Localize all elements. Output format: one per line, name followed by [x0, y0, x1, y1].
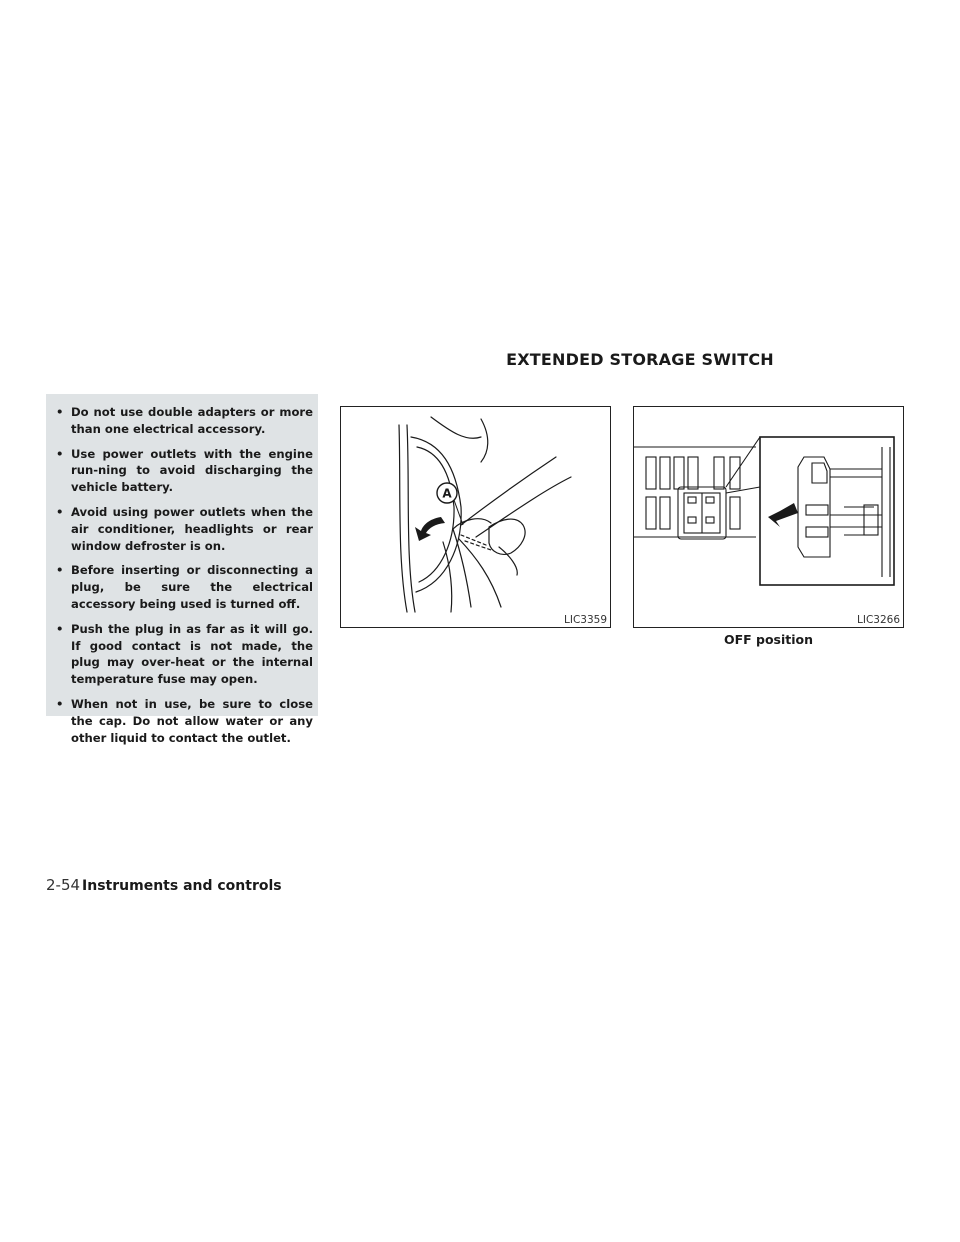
bullet-icon: • [56, 446, 64, 461]
callout-a-label: A [442, 486, 452, 501]
figure-off-position [633, 406, 904, 628]
bullet-icon: • [56, 504, 64, 519]
section-title: EXTENDED STORAGE SWITCH [506, 350, 774, 369]
figure-code: LIC3359 [564, 614, 607, 626]
off-position-illustration [634, 407, 904, 628]
caution-item [56, 404, 313, 438]
page-number: 2-54 [46, 876, 81, 894]
caution-text: Use power outlets with the engine run-ning to avoid discharging the vehicle battery. [71, 446, 313, 495]
bullet-icon: • [56, 405, 64, 419]
caution-item [56, 696, 313, 746]
caution-list [56, 404, 313, 746]
footer-section-title: Instruments and controls [82, 878, 282, 894]
figure-switch-cover [340, 406, 611, 628]
caution-text: Before inserting or disconnecting a plug, be sure the electrical accessory being used is turned off. [71, 563, 313, 611]
page-footer [46, 876, 282, 894]
caution-item [56, 446, 313, 496]
switch-cover-illustration [341, 407, 611, 628]
caution-item [56, 621, 313, 688]
caution-text: Do not use double adapters or more than one electrical accessory. [71, 405, 313, 436]
caution-box [46, 394, 318, 745]
bullet-icon: • [56, 696, 64, 711]
caution-text: When not in use, be sure to close the cap. Do not allow water or any other liquid to contact the outlet. [71, 696, 313, 745]
bullet-icon: • [56, 563, 64, 578]
caution-text: Push the plug in as far as it will go. If good contact is not made, the plug may over-heat or the internal temperature fuse may open. [71, 621, 313, 687]
caution-item [56, 504, 313, 554]
figure-code: LIC3266 [857, 614, 900, 626]
caution-item [56, 562, 313, 612]
figure-caption: OFF position [723, 632, 814, 647]
caution-text: Avoid using power outlets when the air conditioner, headlights or rear window defroster is on. [71, 504, 313, 553]
bullet-icon: • [56, 621, 64, 636]
